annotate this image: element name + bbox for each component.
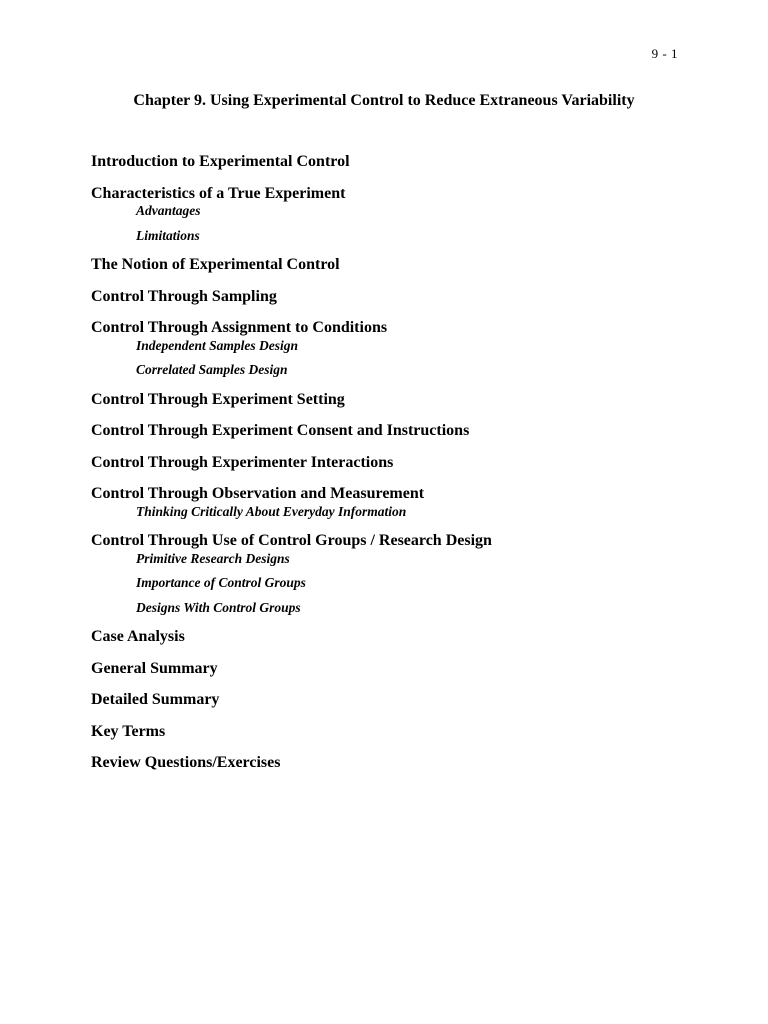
toc-item-label: Control Through Assignment to Conditions	[91, 319, 388, 337]
toc-item-label: Control Through Experiment Consent and Instructions	[91, 422, 470, 440]
table-of-contents	[91, 152, 492, 785]
toc-subitem: Primitive Research Designs	[136, 550, 290, 566]
toc-item	[91, 627, 492, 647]
toc-sublist	[91, 504, 492, 520]
toc-subitem: Limitations	[136, 227, 200, 243]
toc-subitem: Thinking Critically About Everyday Information	[136, 503, 407, 519]
toc-item	[91, 287, 492, 307]
toc-sublist	[91, 551, 492, 616]
toc-item	[91, 453, 492, 473]
toc-item-label: Key Terms	[91, 722, 166, 740]
toc-item	[91, 152, 492, 172]
toc-sublist	[91, 338, 492, 379]
page-number: 9 - 1	[651, 46, 678, 61]
toc-item	[91, 753, 492, 773]
toc-item-label: Case Analysis	[91, 628, 185, 646]
toc-item-label: Control Through Experiment Setting	[91, 390, 345, 408]
toc-item-label: Detailed Summary	[91, 691, 220, 709]
toc-item-label: Control Through Sampling	[91, 287, 277, 305]
toc-item	[91, 722, 492, 742]
toc-item-label: Control Through Observation and Measurement	[91, 485, 425, 503]
toc-item-label: Control Through Experimenter Interactions	[91, 453, 394, 471]
toc-item	[91, 318, 492, 378]
toc-item	[91, 184, 492, 244]
toc-item	[91, 531, 492, 616]
toc-sublist	[91, 203, 492, 244]
toc-item-label: Control Through Use of Control Groups / Research Design	[91, 532, 492, 550]
toc-subitem: Advantages	[136, 203, 201, 218]
toc-item-label: Review Questions/Exercises	[91, 754, 281, 772]
toc-item	[91, 484, 492, 520]
toc-subitem: Independent Samples Design	[136, 337, 299, 353]
toc-item-label: Characteristics of a True Experiment	[91, 184, 346, 202]
toc-item	[91, 390, 492, 410]
toc-subitem: Designs With Control Groups	[136, 599, 301, 615]
toc-item-label: The Notion of Experimental Control	[91, 256, 340, 274]
toc-item-label: Introduction to Experimental Control	[91, 153, 350, 170]
toc-item-label: General Summary	[91, 659, 218, 677]
chapter-title: Chapter 9. Using Experimental Control to Reduce Extraneous Variability	[133, 92, 635, 109]
toc-subitem: Importance of Control Groups	[136, 575, 306, 591]
toc-subitem: Correlated Samples Design	[136, 362, 288, 378]
toc-item	[91, 255, 492, 275]
toc-item	[91, 421, 492, 441]
toc-item	[91, 690, 492, 710]
toc-item	[91, 659, 492, 679]
